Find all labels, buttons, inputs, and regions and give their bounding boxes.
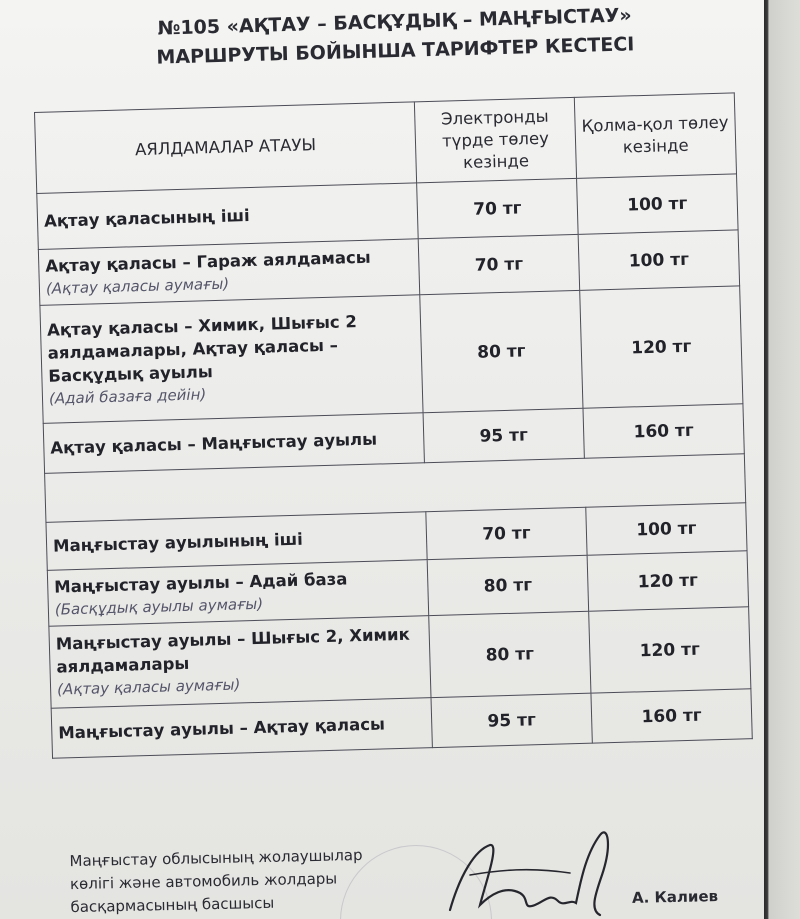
stop-note: (Ақтау қаласы аумағы) (56, 675, 241, 699)
signatory-line-2: көлігі және автомобиль жолдары (69, 869, 338, 894)
tariff-table-wrapper (34, 92, 753, 758)
electronic-price: 95 тг (431, 693, 592, 747)
cash-price: 160 тг (591, 689, 752, 743)
stop-name: Ақтау қаласы – Гараж аялдамасы (45, 247, 371, 276)
signatory-position (69, 844, 363, 919)
stop-note: (Адай базаға дейін) (48, 384, 207, 408)
stop-name-cell (49, 616, 431, 709)
electronic-price: 70 тг (418, 234, 580, 294)
column-header-stops: АЯЛДАМАЛАР АТАУЫ (35, 102, 417, 194)
signatory-line-3: басқармасының басшысы (70, 893, 275, 917)
cash-price: 100 тг (577, 174, 739, 234)
electronic-price: 70 тг (417, 178, 579, 238)
stop-name: Маңғыстау ауылы – Ақтау қаласы (58, 714, 386, 743)
title-line-1: №105 «АҚТАУ – БАСҚҰДЫҚ – МАҢҒЫСТАУ» (157, 4, 632, 40)
handwritten-signature (430, 815, 620, 919)
electronic-price: 70 тг (426, 507, 587, 559)
stop-note: (Ақтау қаласы аумағы) (45, 274, 230, 298)
title-line-2: МАРШРУТЫ БОЙЫНША ТАРИФТЕР КЕСТЕСІ (156, 33, 635, 69)
stop-name: Ақтау қаласы – Маңғыстау ауылы (50, 429, 378, 458)
stop-note: (Басқұдық ауылы аумағы) (54, 594, 264, 619)
document-title (0, 0, 770, 77)
cash-price: 100 тг (586, 503, 747, 555)
table-row (40, 286, 743, 423)
signatory-name: А. Калиев (631, 887, 719, 907)
signatory-line-1: Маңғыстау облысының жолаушылар (69, 845, 363, 871)
column-header-cash: Қолма-қол төлеу кезінде (574, 93, 736, 178)
frame-edge (764, 0, 800, 919)
column-header-electronic: Электронды түрде төлеу кезінде (414, 97, 576, 182)
stop-name: Маңғыстау ауылының іші (52, 529, 304, 556)
stop-name: Маңғыстау ауылы – Шығыс 2, Химик аялдамалары (55, 624, 411, 677)
stop-name-cell (40, 295, 423, 424)
stop-name: Ақтау қаласы – Химик, Шығыс 2 аялдамалары, Ақтау қаласы – Басқұдық ауылы (46, 311, 358, 386)
electronic-price: 80 тг (429, 611, 591, 697)
cash-price: 120 тг (589, 607, 751, 693)
electronic-price: 95 тг (423, 408, 584, 462)
cash-price: 160 тг (583, 404, 744, 458)
stop-name: Ақтау қаласының іші (43, 206, 250, 231)
stop-name: Маңғыстау ауылы – Адай база (53, 568, 348, 597)
stop-name-cell (51, 698, 432, 759)
tariff-table (34, 92, 753, 758)
electronic-price: 80 тг (427, 555, 589, 615)
cash-price: 120 тг (587, 551, 749, 611)
electronic-price: 80 тг (420, 290, 583, 412)
cash-price: 120 тг (580, 286, 743, 408)
cash-price: 100 тг (578, 230, 740, 290)
